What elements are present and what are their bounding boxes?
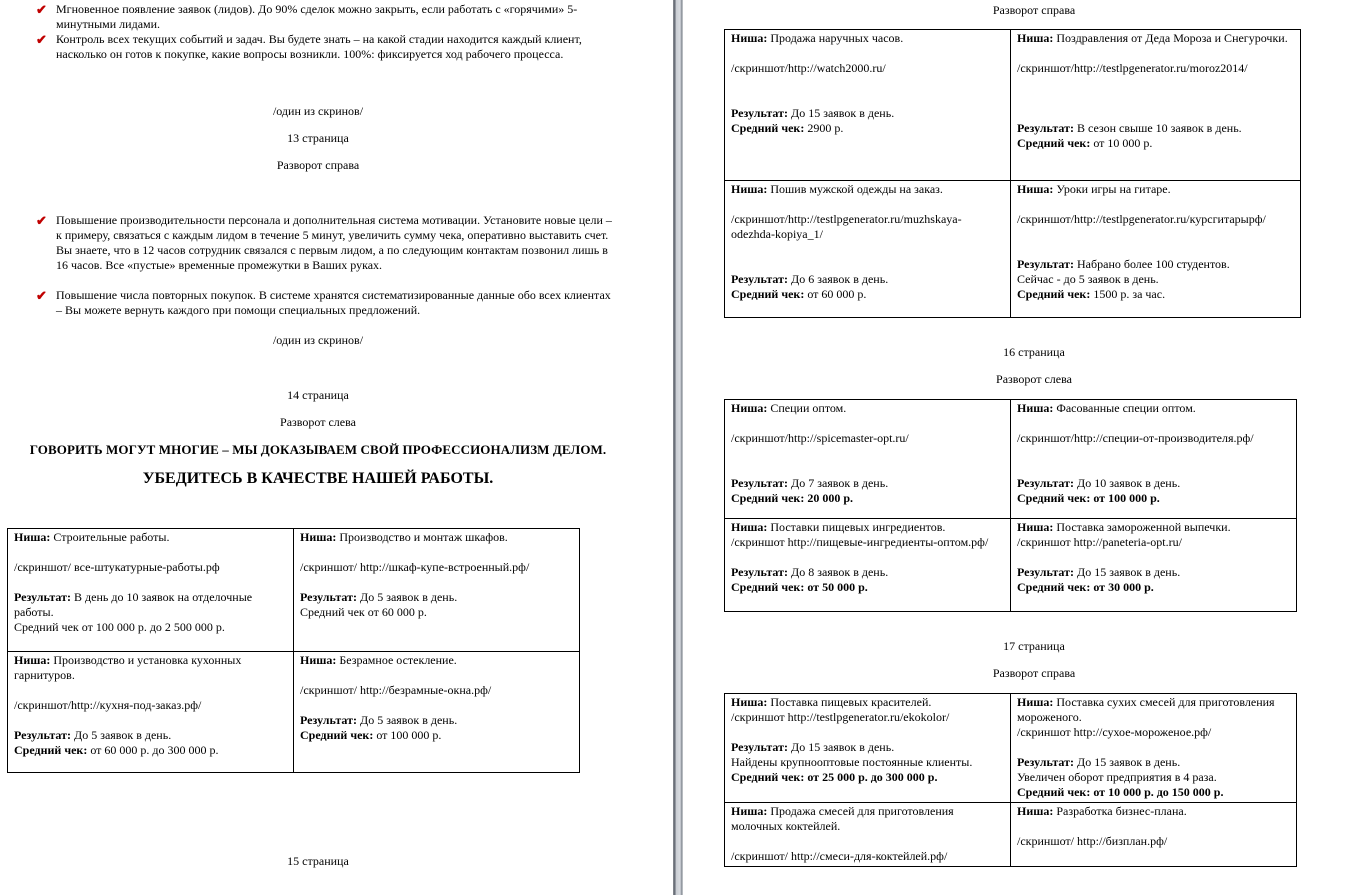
case-cell: Ниша: Безрамное остекление. /скриншот/ http://безрамные-окна.рф/ Результат: До 5 заявок в день. Средний чек: от 100 000 р. (294, 652, 580, 773)
case-cell: Ниша: Поставка замороженной выпечки. /скриншот http://paneteria-opt.ru/ Результат: До 15 заявок в день. Средний чек: от 30 000 р. (1011, 519, 1297, 612)
checkmark-icon: ✔ (36, 2, 47, 17)
section-heading: ГОВОРИТЬ МОГУТ МНОГИЕ – МЫ ДОКАЗЫВАЕМ СВОЙ ПРОФЕССИОНАЛИЗМ ДЕЛОМ. (29, 442, 607, 457)
page-number: 17 страница (1003, 639, 1065, 653)
screenshot-note: /один из скринов/ (272, 104, 364, 118)
case-cell: Ниша: Поставка сухих смесей для приготовления мороженого. /скриншот http://сухое-мороженое.рф/ Результат: До 15 заявок в день. Увеличен оборот предприятия в 4 раза. Средний чек: от 10 000 р. до 150 000 р. (1011, 694, 1297, 803)
case-cell: Ниша: Поставки пищевых ингредиентов. /скриншот http://пищевые-ингредиенты-оптом.рф/ Результат: До 8 заявок в день. Средний чек: от 50 000 р. (725, 519, 1011, 612)
bullet-item: ✔ Повышение числа повторных покупок. В системе хранятся систематизированные данные обо всех клиентах – Вы можете вернуть каждого при помощи специальных предложений. (36, 288, 611, 317)
case-cell: Ниша: Строительные работы. /скриншот/ все-штукатурные-работы.рф Результат: В день до 10 заявок на отделочные работы. Средний чек от 100 000 р. до 2 500 000 р. (8, 529, 294, 652)
screenshot-link: /скриншот/ http://бизплан.рф/ (1017, 834, 1168, 848)
case-cell: Ниша: Фасованные специи оптом. /скриншот/http://специи-от-производителя.рф/ Результат: До 10 заявок в день. Средний чек: от 100 000 р. (1011, 400, 1297, 519)
bullet-item: ✔ Контроль всех текущих событий и задач. Вы будете знать – на какой стадии находится каждый клиент, насколько он готов к покупке, какие вопросы возникли. 100%: фиксируется ход рабочего процесса. (36, 32, 582, 61)
screenshot-link: /скриншот http://пищевые-ингредиенты-оптом.рф/ (731, 535, 989, 549)
case-cell: Ниша: Поздравления от Деда Мороза и Снегурочки. /скриншот/http://testlpgenerator.ru/moroz2014/ Результат: В сезон свыше 10 заявок в день. Средний чек: от 10 000 р. (1011, 30, 1301, 181)
left-page (0, 0, 673, 895)
case-cell: Ниша: Разработка бизнес-плана. /скриншот/ http://бизплан.рф/ (1011, 803, 1297, 867)
spread-label: Разворот справа (276, 158, 360, 172)
bullet-item: ✔ Повышение производительности персонала и дополнительная система мотивации. Установите новые цели – к примеру, связаться с каждым лидом в течение 5 минут, увеличить сумму чека, оперативно выставить счет. Вы знаете, что в 12 часов сотрудник связался с первым лидом, а по следующим контактам позвонил лишь в 16 часов. Все «пустые» временные промежутки в Ваших руках. (36, 213, 612, 272)
screenshot-link: /скриншот/http://специи-от-производителя.рф/ (1017, 431, 1254, 445)
right-page (683, 0, 1347, 895)
page-number: 13 страница (287, 131, 349, 145)
case-cell: Ниша: Уроки игры на гитаре. /скриншот/http://testlpgenerator.ru/курсгитарырф/ Результат: Набрано более 100 студентов. Сейчас - до 5 заявок в день. Средний чек: 1500 р. за час. (1011, 181, 1301, 318)
screenshot-link: /скриншот/http://spicemaster-opt.ru/ (731, 431, 909, 445)
spread-label: Разворот слева (280, 415, 356, 429)
cases-table-15 (724, 29, 1301, 318)
checkmark-icon: ✔ (36, 288, 47, 303)
case-cell: Ниша: Производство и монтаж шкафов. /скриншот/ http://шкаф-купе-встроенный.рф/ Результат: До 5 заявок в день. Средний чек от 60 000 р. (294, 529, 580, 652)
screenshot-link: /скриншот/http://watch2000.ru/ (731, 61, 886, 75)
screenshot-note: /один из скринов/ (272, 333, 364, 347)
screenshot-link: /скриншот/ http://смеси-для-коктейлей.рф/ (731, 849, 948, 863)
screenshot-link: /скриншот/http://testlpgenerator.ru/курсгитарырф/ (1017, 212, 1266, 226)
section-subheading: УБЕДИТЕСЬ В КАЧЕСТВЕ НАШЕЙ РАБОТЫ. (142, 470, 494, 487)
cases-table-14 (7, 528, 580, 773)
screenshot-link: /скриншот/ http://шкаф-купе-встроенный.рф/ (300, 560, 530, 574)
spread-label: Разворот справа (992, 3, 1076, 17)
case-cell: Ниша: Продажа наручных часов. /скриншот/http://watch2000.ru/ Результат: До 15 заявок в день. Средний чек: 2900 р. (725, 30, 1011, 181)
screenshot-link: /скриншот http://сухое-мороженое.рф/ (1017, 725, 1212, 739)
screenshot-link: /скриншот/ http://безрамные-окна.рф/ (300, 683, 492, 697)
spread-label: Разворот справа (992, 666, 1076, 680)
bullet-item: ✔ Мгновенное появление заявок (лидов). До 90% сделок можно закрыть, если работать с «горячими» 5-минутными лидами. (36, 2, 578, 31)
screenshot-link: /скриншот/http://testlpgenerator.ru/muzhskaya-odezhda-kopiya_1/ (731, 212, 962, 241)
page-number: 16 страница (1003, 345, 1065, 359)
checkmark-icon: ✔ (36, 32, 47, 47)
page-number: 15 страница (287, 854, 349, 868)
case-cell: Ниша: Специи оптом. /скриншот/http://spicemaster-opt.ru/ Результат: До 7 заявок в день. Средний чек: 20 000 р. (725, 400, 1011, 519)
cases-table-16 (724, 399, 1297, 612)
case-cell: Ниша: Продажа смесей для приготовления молочных коктейлей. /скриншот/ http://смеси-для-коктейлей.рф/ (725, 803, 1011, 867)
screenshot-link: /скриншот/ все-штукатурные-работы.рф (14, 560, 220, 574)
spread-label: Разворот слева (996, 372, 1072, 386)
screenshot-link: /скриншот/http://testlpgenerator.ru/moroz2014/ (1017, 61, 1248, 75)
case-cell: Ниша: Производство и установка кухонных гарнитуров. /скриншот/http://кухня-под-заказ.рф/ Результат: До 5 заявок в день. Средний чек: от 60 000 р. до 300 000 р. (8, 652, 294, 773)
case-cell: Ниша: Пошив мужской одежды на заказ. /скриншот/http://testlpgenerator.ru/muzhskaya-odezhda-kopiya_1/ Результат: До 6 заявок в день. Средний чек: от 60 000 р. (725, 181, 1011, 318)
cases-table-17 (724, 693, 1297, 867)
checkmark-icon: ✔ (36, 213, 47, 228)
page-gutter (673, 0, 683, 895)
screenshot-link: /скриншот/http://кухня-под-заказ.рф/ (14, 698, 202, 712)
case-cell: Ниша: Поставка пищевых красителей. /скриншот http://testlpgenerator.ru/ekokolor/ Результат: До 15 заявок в день. Найдены крупнооптовые постоянные клиенты. Средний чек: от 25 000 р. до 300 000 р. (725, 694, 1011, 803)
screenshot-link: /скриншот http://paneteria-opt.ru/ (1017, 535, 1182, 549)
screenshot-link: /скриншот http://testlpgenerator.ru/ekokolor/ (731, 710, 950, 724)
page-number: 14 страница (287, 388, 349, 402)
